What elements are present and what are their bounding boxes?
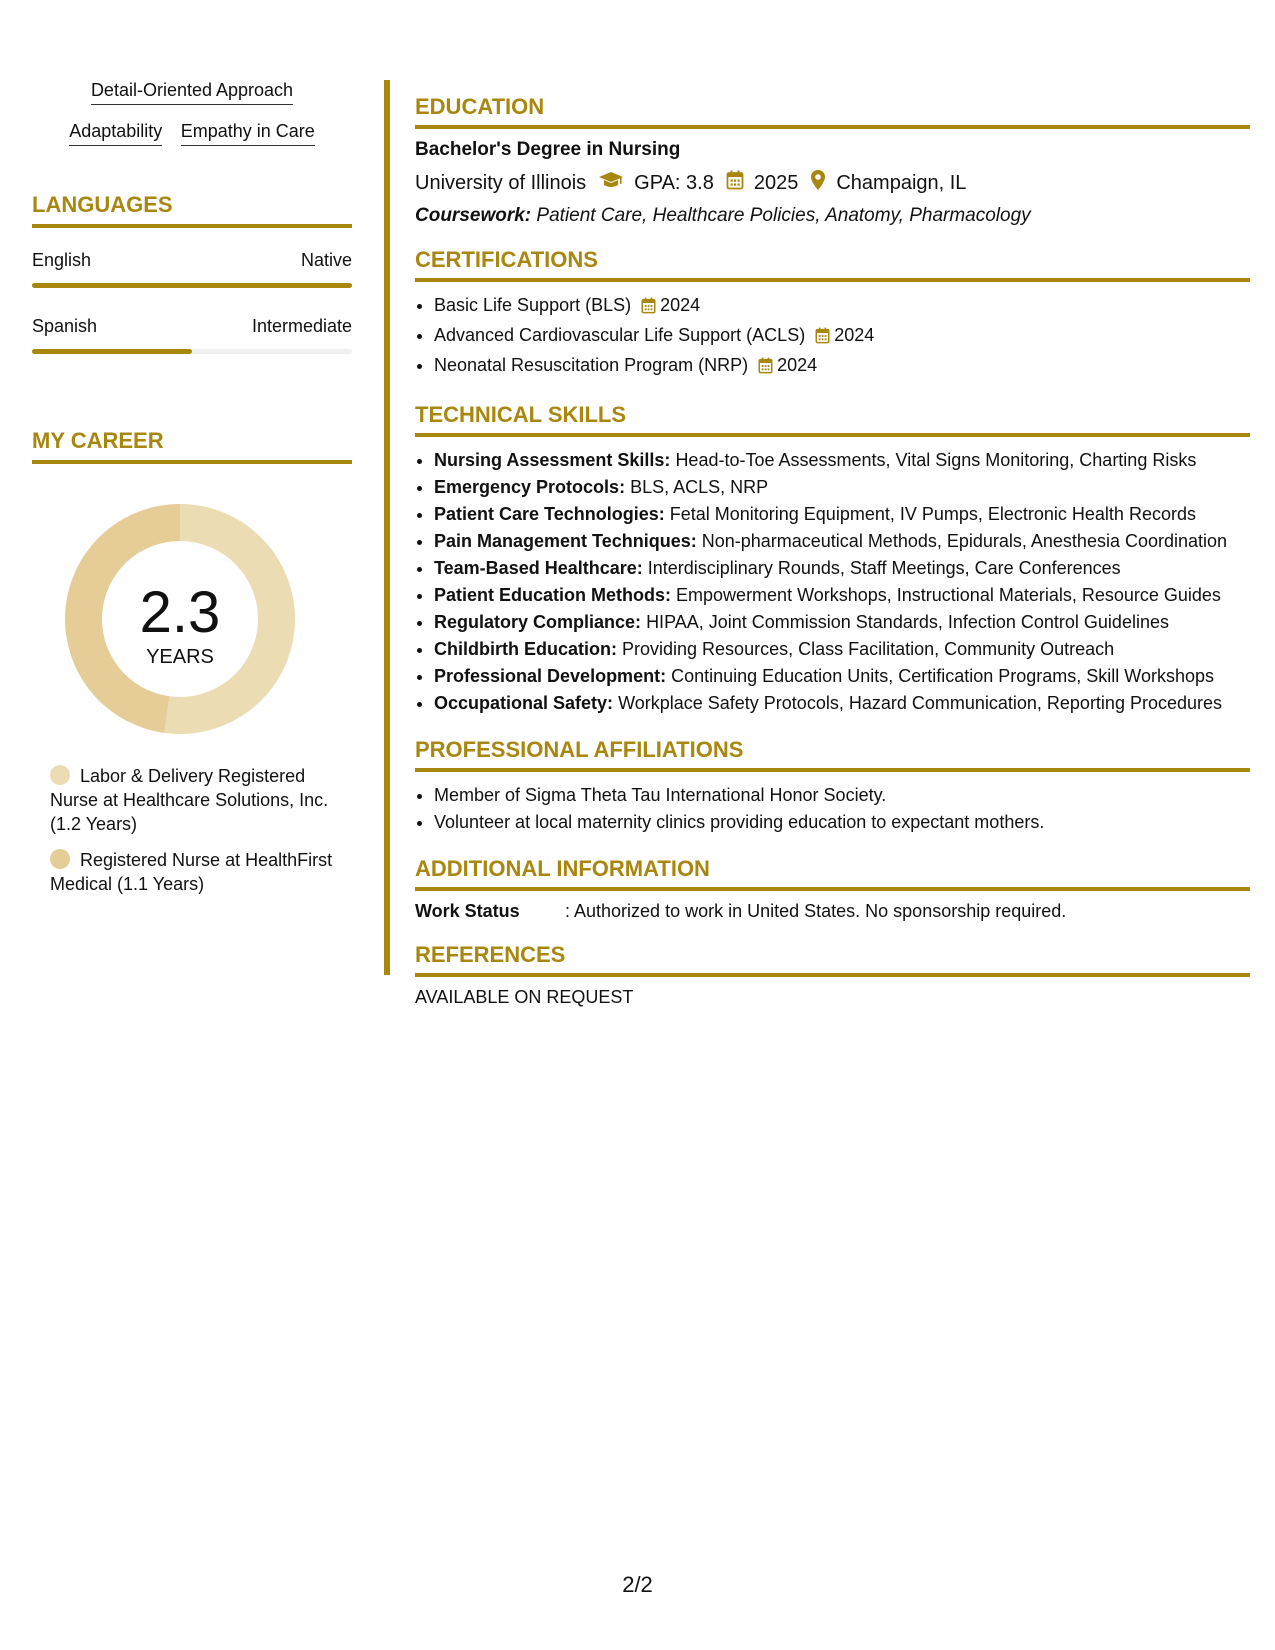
career-legend-item	[50, 848, 352, 896]
coursework-label: Coursework:	[415, 205, 532, 226]
skill-value: Continuing Education Units, Certification Programs, Skill Workshops	[671, 666, 1214, 686]
career-role-label: Registered Nurse at HealthFirst Medical (1.1 Years)	[50, 850, 333, 894]
graduation-cap-icon	[598, 171, 624, 195]
soft-skills-row-2	[32, 121, 352, 146]
skill-value: Interdisciplinary Rounds, Staff Meetings, Care Conferences	[647, 558, 1121, 578]
skill-label: Nursing Assessment Skills:	[434, 450, 671, 470]
skill-value: Empowerment Workshops, Instructional Materials, Resource Guides	[676, 585, 1221, 605]
calendar-icon	[726, 170, 744, 196]
education-heading: EDUCATION	[415, 94, 1250, 129]
calendar-icon	[758, 355, 773, 382]
career-total-value: 2.3	[139, 580, 221, 645]
certifications-heading: CERTIFICATIONS	[415, 247, 1250, 282]
career-donut-chart	[65, 504, 295, 734]
coursework	[415, 205, 1250, 227]
skill-label: Professional Development:	[434, 666, 667, 686]
legend-dot-icon	[50, 765, 70, 785]
technical-skill-item	[434, 501, 1250, 528]
technical-skill-item	[434, 582, 1250, 609]
calendar-icon	[815, 325, 830, 352]
work-status-label: Work Status	[415, 901, 520, 921]
donut-center	[65, 504, 295, 734]
affiliations-section	[415, 737, 1250, 836]
skill-label: Patient Education Methods:	[434, 585, 672, 605]
career-legend-item	[50, 764, 352, 836]
language-level: Intermediate	[251, 316, 352, 336]
certification-name: Advanced Cardiovascular Life Support (ACLS)	[434, 325, 806, 345]
affiliations-heading: PROFESSIONAL AFFILIATIONS	[415, 737, 1250, 772]
languages-heading: LANGUAGES	[32, 192, 352, 228]
technical-skill-item	[434, 690, 1250, 717]
certification-year: 2024	[777, 355, 818, 375]
skill-value: Fetal Monitoring Equipment, IV Pumps, Electronic Health Records	[669, 504, 1196, 524]
skill-tag: Empathy in Care	[181, 121, 315, 146]
column-divider	[384, 80, 390, 975]
skill-value: Providing Resources, Class Facilitation, Community Outreach	[622, 639, 1115, 659]
technical-skills-list	[415, 447, 1250, 717]
legend-dot-icon	[50, 849, 70, 869]
gpa: GPA: 3.8	[634, 171, 714, 194]
school-location: Champaign, IL	[836, 171, 967, 194]
coursework-value: Patient Care, Healthcare Policies, Anatomy, Pharmacology	[536, 205, 1031, 226]
education-section	[415, 94, 1250, 227]
affiliation-item: • Member of Sigma Theta Tau International Honor Society.	[434, 782, 1250, 809]
technical-skill-item	[434, 528, 1250, 555]
technical-skills-section	[415, 402, 1250, 717]
language-level: Native	[300, 250, 352, 270]
certifications-section	[415, 247, 1250, 382]
education-details	[415, 169, 1250, 197]
skill-value: BLS, ACLS, NRP	[630, 477, 769, 497]
language-bar-fill	[32, 349, 192, 354]
references-text: AVAILABLE ON REQUEST	[415, 987, 634, 1007]
certification-item	[434, 292, 1250, 322]
skill-label: Patient Care Technologies:	[434, 504, 665, 524]
skill-label: Pain Management Techniques:	[434, 531, 697, 551]
graduation-year: 2025	[753, 171, 799, 194]
location-pin-icon	[810, 169, 826, 197]
language-name: Spanish	[32, 316, 98, 336]
technical-skill-item	[434, 636, 1250, 663]
page-number: 2/2	[622, 1572, 653, 1597]
certifications-list	[415, 292, 1250, 382]
career-total-unit: YEARS	[146, 646, 214, 668]
technical-skill-item	[434, 474, 1250, 501]
left-column	[32, 80, 352, 908]
certification-item	[434, 352, 1250, 382]
degree-title: Bachelor's Degree in Nursing	[415, 139, 681, 160]
skill-value: HIPAA, Joint Commission Standards, Infection Control Guidelines	[646, 612, 1169, 632]
skill-label: Team-Based Healthcare:	[434, 558, 643, 578]
technical-skills-heading: TECHNICAL SKILLS	[415, 402, 1250, 437]
skill-value: Non-pharmaceutical Methods, Epidurals, Anesthesia Coordination	[701, 531, 1228, 551]
certification-year: 2024	[660, 295, 701, 315]
affiliation-item: • Volunteer at local maternity clinics providing education to expectant mothers.	[434, 809, 1250, 836]
certification-item	[434, 322, 1250, 352]
skill-tag: Adaptability	[69, 121, 162, 146]
skill-label: Childbirth Education:	[434, 639, 617, 659]
work-status-row	[415, 901, 1250, 922]
language-bar-track	[32, 349, 352, 354]
work-status-value: : Authorized to work in United States. No sponsorship required.	[565, 901, 1067, 921]
technical-skill-item	[434, 663, 1250, 690]
technical-skill-item	[434, 609, 1250, 636]
language-bar-fill	[32, 283, 352, 288]
certification-year: 2024	[834, 325, 875, 345]
skill-label: Regulatory Compliance:	[434, 612, 642, 632]
technical-skill-item	[434, 555, 1250, 582]
career-heading: MY CAREER	[32, 428, 352, 464]
career-role-label: Labor & Delivery Registered Nurse at Healthcare Solutions, Inc. (1.2 Years)	[50, 766, 329, 834]
technical-skill-item	[434, 447, 1250, 474]
career-legend	[50, 764, 352, 896]
additional-info-heading: ADDITIONAL INFORMATION	[415, 856, 1250, 891]
certification-name: Basic Life Support (BLS)	[434, 295, 632, 315]
additional-info-section	[415, 856, 1250, 922]
language-item-spanish	[32, 316, 352, 354]
references-section	[415, 942, 1250, 1008]
skill-tag: Detail-Oriented Approach	[91, 80, 293, 105]
skill-label: Emergency Protocols:	[434, 477, 626, 497]
school-name: University of Illinois	[415, 171, 587, 194]
affiliations-list	[415, 782, 1250, 836]
skill-label: Occupational Safety:	[434, 693, 614, 713]
soft-skills-row-1	[32, 80, 352, 105]
calendar-icon	[641, 295, 656, 322]
references-heading: REFERENCES	[415, 942, 1250, 977]
language-bar-track	[32, 283, 352, 288]
language-item-english	[32, 250, 352, 288]
skill-value: Workplace Safety Protocols, Hazard Communication, Reporting Procedures	[618, 693, 1223, 713]
certification-name: Neonatal Resuscitation Program (NRP)	[434, 355, 749, 375]
skill-value: Head-to-Toe Assessments, Vital Signs Monitoring, Charting Risks	[675, 450, 1197, 470]
language-name: English	[32, 250, 92, 270]
right-column	[415, 94, 1250, 1028]
